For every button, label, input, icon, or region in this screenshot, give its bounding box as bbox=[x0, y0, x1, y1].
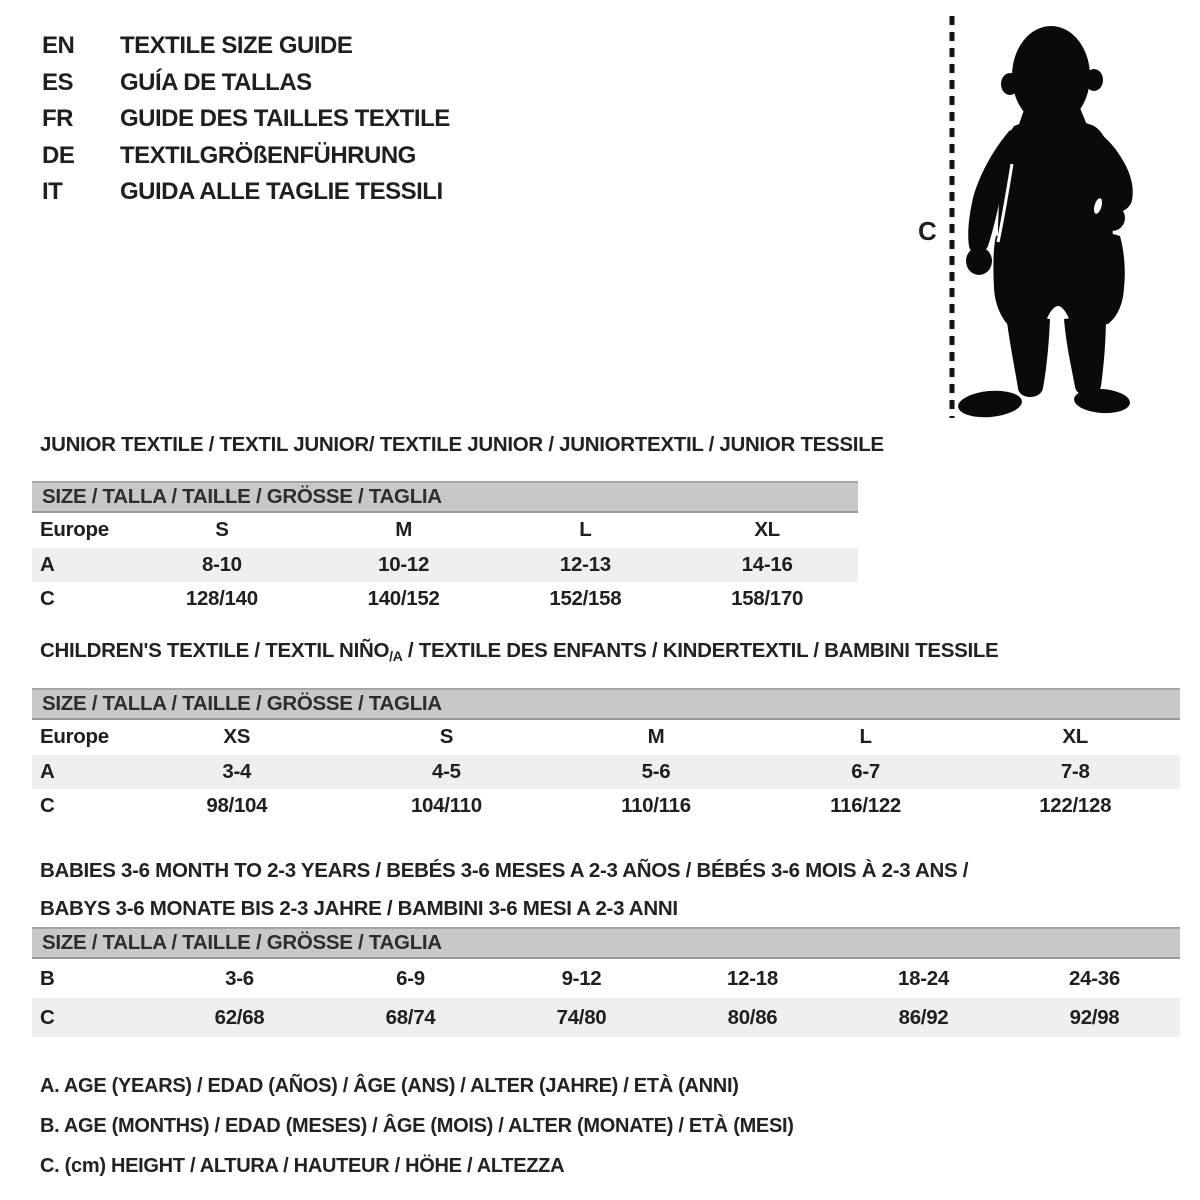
age-cell: 4-5 bbox=[432, 759, 461, 783]
age-cell: 14-16 bbox=[741, 552, 793, 576]
table-row bbox=[32, 582, 858, 617]
babies-size-table bbox=[32, 927, 1180, 1037]
age-cell: 5-6 bbox=[641, 759, 671, 783]
height-figure bbox=[896, 6, 1166, 430]
table-row bbox=[32, 789, 1180, 824]
size-cell: S bbox=[439, 725, 454, 749]
height-cell: 86/92 bbox=[898, 1005, 949, 1029]
height-cell: 116/122 bbox=[830, 794, 902, 818]
months-cell: 9-12 bbox=[561, 966, 602, 990]
age-cell: 8-10 bbox=[201, 552, 242, 576]
children-title-part1: CHILDREN'S TEXTILE / TEXTIL NIÑO bbox=[40, 639, 390, 662]
language-code: IT bbox=[42, 178, 63, 206]
height-cell: 110/116 bbox=[621, 794, 691, 818]
row-label: C bbox=[40, 794, 55, 818]
junior-section-title: JUNIOR TEXTILE / TEXTIL JUNIOR/ TEXTILE JUNIOR / JUNIORTEXTIL / JUNIOR TESSILE bbox=[40, 433, 884, 456]
language-title-list bbox=[42, 28, 450, 211]
language-code: EN bbox=[42, 32, 75, 60]
height-cell: 62/68 bbox=[214, 1005, 265, 1029]
language-row-de bbox=[42, 138, 450, 175]
size-table-header bbox=[32, 688, 1180, 720]
language-code: ES bbox=[42, 68, 74, 96]
toddler-silhouette-icon bbox=[957, 26, 1133, 420]
months-cell: 24-36 bbox=[1069, 966, 1120, 990]
table-row bbox=[32, 720, 1180, 755]
row-label: A bbox=[40, 759, 55, 783]
size-header-label: SIZE / TALLA / TAILLE / GRÖSSE / TAGLIA bbox=[42, 931, 442, 954]
height-cell: 140/152 bbox=[367, 587, 440, 611]
height-cell: 128/140 bbox=[185, 587, 258, 611]
height-cell: 80/86 bbox=[727, 1005, 778, 1029]
size-cell: XL bbox=[754, 518, 780, 542]
row-label: A bbox=[40, 552, 55, 576]
size-cell: S bbox=[215, 518, 229, 542]
size-cell: L bbox=[579, 518, 592, 542]
language-row-it bbox=[42, 174, 450, 211]
age-cell: 6-7 bbox=[851, 759, 880, 783]
row-label: B bbox=[40, 966, 55, 990]
guide-title-it: GUIDA ALLE TAGLIE TESSILI bbox=[120, 178, 443, 206]
junior-size-table bbox=[32, 481, 858, 617]
language-code: DE bbox=[42, 141, 75, 169]
size-cell: M bbox=[395, 518, 413, 542]
size-header-label: SIZE / TALLA / TAILLE / GRÖSSE / TAGLIA bbox=[42, 485, 442, 508]
children-title-part2: / TEXTILE DES ENFANTS / KINDERTEXTIL / BAMBINI TESSILE bbox=[402, 639, 999, 662]
guide-title-es: GUÍA DE TALLAS bbox=[120, 68, 312, 96]
table-row bbox=[32, 755, 1180, 790]
measurement-legend bbox=[40, 1066, 794, 1186]
table-row bbox=[32, 998, 1180, 1037]
height-cell: 68/74 bbox=[385, 1005, 436, 1029]
babies-title-line1: BABIES 3-6 MONTH TO 2-3 YEARS / BEBÉS 3-6 MESES A 2-3 AÑOS / BÉBÉS 3-6 MOIS À 2-3 ANS / bbox=[40, 859, 969, 882]
children-size-table bbox=[32, 688, 1180, 824]
legend-line-c: C. (cm) HEIGHT / ALTURA / HAUTEUR / HÖHE / ALTEZZA bbox=[40, 1155, 565, 1177]
height-marker-label: C bbox=[918, 216, 937, 246]
months-cell: 12-18 bbox=[727, 966, 778, 990]
age-cell: 10-12 bbox=[378, 552, 430, 576]
legend-line-b: B. AGE (MONTHS) / EDAD (MESES) / ÂGE (MOIS) / ALTER (MONATE) / ETÀ (MESI) bbox=[40, 1115, 794, 1137]
language-row-en bbox=[42, 28, 450, 65]
babies-section-title bbox=[40, 852, 968, 928]
height-cell: 152/158 bbox=[549, 587, 622, 611]
guide-title-en: TEXTILE SIZE GUIDE bbox=[120, 32, 353, 60]
age-cell: 12-13 bbox=[559, 552, 611, 576]
months-cell: 18-24 bbox=[898, 966, 949, 990]
guide-title-de: TEXTILGRÖßENFÜHRUNG bbox=[120, 141, 416, 169]
language-row-es bbox=[42, 65, 450, 102]
table-row bbox=[32, 513, 858, 548]
language-row-fr bbox=[42, 101, 450, 138]
months-cell: 6-9 bbox=[396, 966, 425, 990]
babies-title-line2: BABYS 3-6 MONATE BIS 2-3 JAHRE / BAMBINI 3-6 MESI A 2-3 ANNI bbox=[40, 897, 678, 920]
size-cell: L bbox=[859, 725, 872, 749]
table-row bbox=[32, 959, 1180, 998]
size-header-label: SIZE / TALLA / TAILLE / GRÖSSE / TAGLIA bbox=[42, 692, 442, 715]
row-label: Europe bbox=[40, 518, 109, 542]
size-table-header bbox=[32, 927, 1180, 959]
row-label: C bbox=[40, 1005, 55, 1029]
height-cell: 158/170 bbox=[731, 587, 804, 611]
children-section-title bbox=[40, 639, 998, 664]
table-row bbox=[32, 548, 858, 583]
row-label: C bbox=[40, 587, 55, 611]
height-cell: 92/98 bbox=[1069, 1005, 1120, 1029]
size-cell: XS bbox=[223, 725, 251, 749]
age-cell: 3-4 bbox=[222, 759, 252, 783]
size-cell: XL bbox=[1062, 725, 1088, 749]
size-cell: M bbox=[647, 725, 665, 749]
language-code: FR bbox=[42, 105, 73, 133]
height-cell: 74/80 bbox=[556, 1005, 607, 1029]
size-table-header bbox=[32, 481, 858, 513]
height-cell: 122/128 bbox=[1039, 794, 1112, 818]
months-cell: 3-6 bbox=[225, 966, 254, 990]
guide-title-fr: GUIDE DES TAILLES TEXTILE bbox=[120, 105, 450, 133]
age-cell: 7-8 bbox=[1060, 759, 1090, 783]
legend-line-a: A. AGE (YEARS) / EDAD (AÑOS) / ÂGE (ANS) / ALTER (JAHRE) / ETÀ (ANNI) bbox=[40, 1075, 739, 1097]
row-label: Europe bbox=[40, 725, 109, 749]
children-title-subscript: /A bbox=[389, 648, 403, 664]
height-cell: 104/110 bbox=[410, 794, 482, 818]
height-cell: 98/104 bbox=[206, 794, 268, 818]
